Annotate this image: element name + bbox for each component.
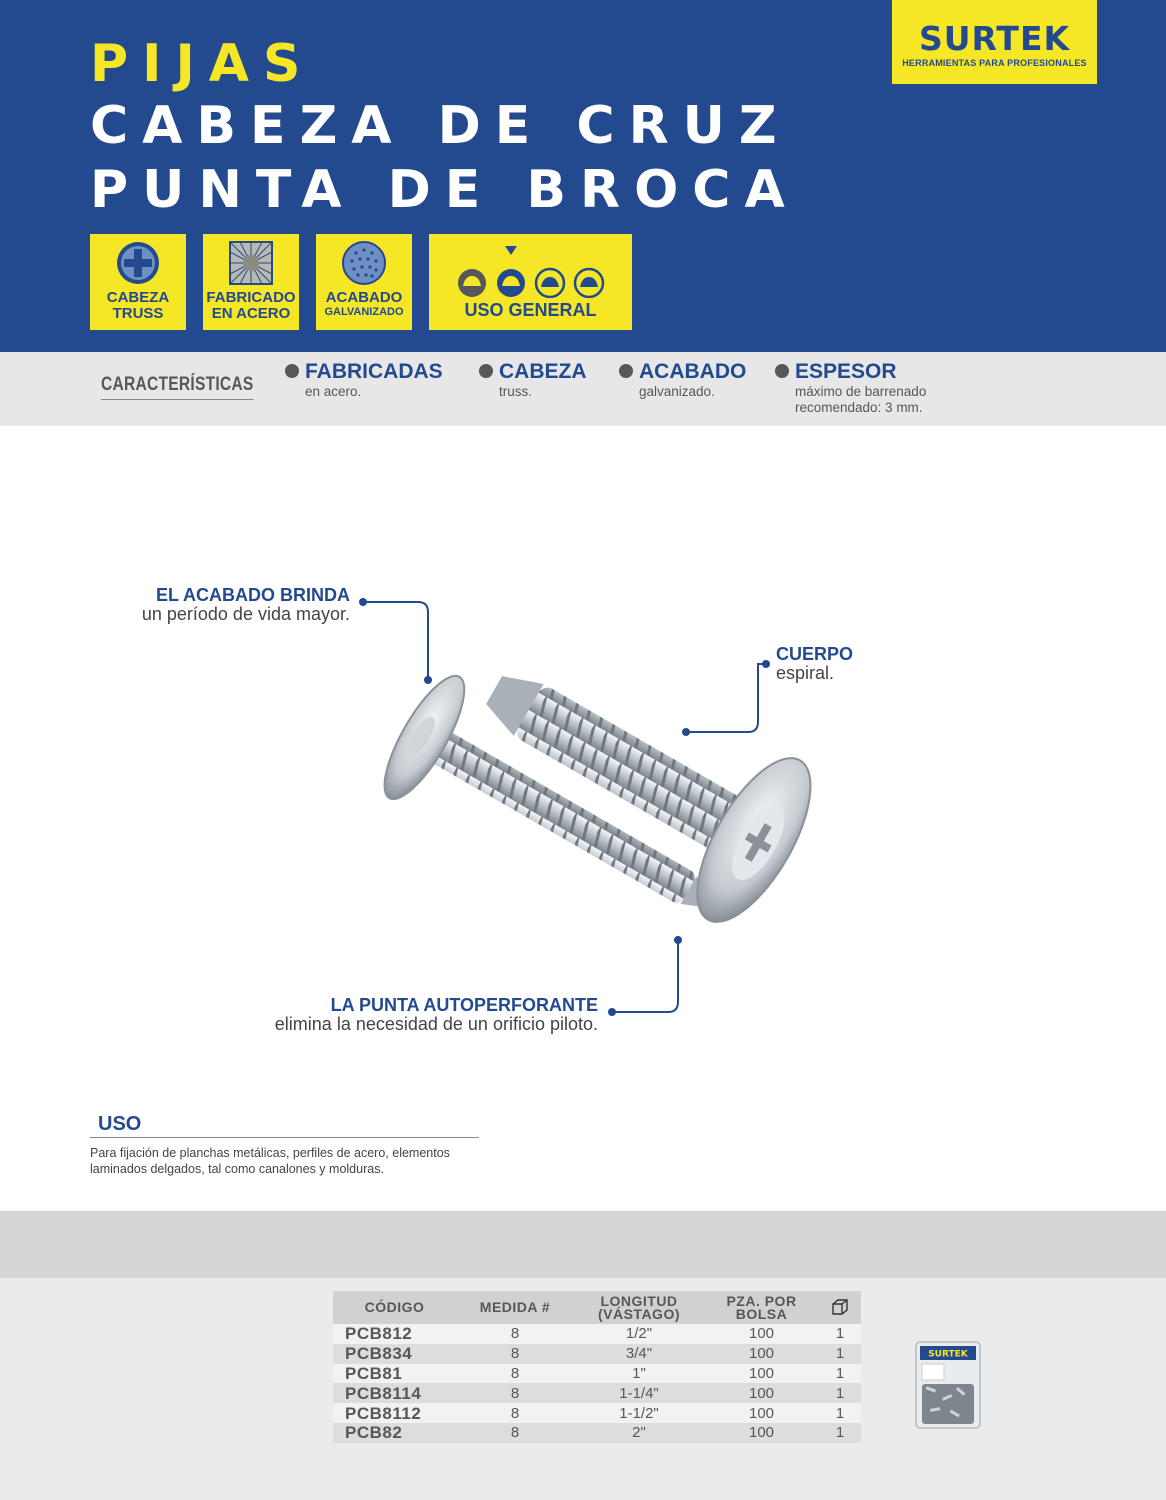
box-icon — [830, 1297, 850, 1317]
feature-desc: máximo de barrenado recomendado: 3 mm. — [795, 384, 927, 415]
bullet-dot-icon — [619, 364, 633, 378]
table-row: PCB82 8 2" 100 1 — [333, 1423, 861, 1443]
brand-name: SURTEK — [918, 19, 1071, 58]
table-row: PCB834 8 3/4" 100 1 — [333, 1344, 861, 1364]
badge-uso-general — [429, 234, 632, 330]
badge-acabado-galvanizado — [316, 234, 412, 330]
title-line-3: PUNTA DE BROCA — [90, 160, 799, 220]
badge-label-line-2: TRUSS — [112, 305, 164, 322]
table-row: PCB81 8 1" 100 1 — [333, 1364, 861, 1384]
header-banner — [0, 0, 1166, 352]
badge-label-line-2: EN ACERO — [211, 305, 291, 322]
table-header-row — [333, 1291, 861, 1324]
bottom-band — [0, 1211, 1166, 1278]
badge-cabeza-truss — [90, 234, 186, 330]
bullet-dot-icon — [775, 364, 789, 378]
badge-fabricado-acero — [203, 234, 299, 330]
usage-indicator-arrow-icon — [505, 246, 517, 255]
callout-desc: un período de vida mayor. — [141, 604, 350, 624]
callout-cuerpo — [776, 645, 853, 683]
galvanized-finish-icon — [341, 240, 387, 286]
callout-desc: elimina la necesidad de un orificio piloto. — [274, 1014, 598, 1034]
uso-title: USO — [98, 1113, 142, 1135]
badge-label-line-2: GALVANIZADO — [324, 306, 404, 318]
screws-product-image — [350, 600, 850, 1000]
spec-table — [333, 1291, 861, 1443]
callout-desc: espiral. — [776, 663, 835, 683]
feature-desc: en acero. — [305, 384, 362, 399]
usage-level-icon — [455, 264, 605, 298]
table-row: PCB8112 8 1-1/2" 100 1 — [333, 1403, 861, 1423]
bullet-dot-icon — [479, 364, 493, 378]
badge-label-line-1: ACABADO — [325, 289, 403, 306]
feature-cabeza — [499, 360, 587, 400]
header-length: LONGITUD (VÁSTAGO) — [574, 1291, 704, 1324]
title-line-2: CABEZA DE CRUZ — [90, 96, 791, 156]
feature-head: CABEZA — [499, 360, 587, 383]
feature-desc: galvanizado. — [639, 384, 715, 399]
callout-head: LA PUNTA AUTOPERFORANTE — [330, 995, 598, 1015]
feature-fabricadas — [305, 360, 443, 400]
callout-head: CUERPO — [776, 644, 854, 664]
badge-label-line-1: FABRICADO — [206, 289, 296, 306]
header-code: CÓDIGO — [333, 1291, 456, 1324]
bag-brand: SURTEK — [928, 1349, 968, 1360]
header-pieces: PZA. POR BOLSA — [704, 1291, 819, 1324]
bullet-dot-icon — [285, 364, 299, 378]
uso-divider — [90, 1137, 479, 1138]
table-row: PCB8114 8 1-1/4" 100 1 — [333, 1383, 861, 1403]
brand-logo — [892, 0, 1097, 84]
feature-acabado — [639, 360, 746, 400]
table-row: PCB812 8 1/2" 100 1 — [333, 1324, 861, 1344]
header-box — [819, 1291, 861, 1324]
title-line-1: PIJAS — [90, 34, 315, 94]
feature-desc: truss. — [499, 384, 533, 399]
badge-label: USO GENERAL — [464, 300, 597, 320]
brand-tagline: HERRAMIENTAS PARA PROFESIONALES — [902, 58, 1087, 68]
steel-texture-icon — [228, 240, 274, 286]
characteristics-bar — [0, 352, 1166, 426]
callout-punta — [0, 996, 598, 1034]
uso-text: Para fijación de planchas metálicas, perfiles de acero, elementos laminados delgados, tal como canalones y molduras. — [90, 1146, 450, 1176]
feature-head: ESPESOR — [795, 360, 897, 383]
callout-acabado — [0, 586, 350, 624]
product-bag-image — [914, 1340, 982, 1430]
feature-espesor — [795, 360, 965, 416]
badge-label-line-1: CABEZA — [106, 289, 170, 306]
callout-head: EL ACABADO BRINDA — [155, 585, 350, 605]
feature-head: ACABADO — [639, 360, 747, 383]
characteristics-title: CARACTERÍSTICAS — [101, 374, 254, 400]
feature-head: FABRICADAS — [305, 360, 443, 383]
phillips-head-icon — [115, 240, 161, 286]
header-size: MEDIDA # — [456, 1291, 574, 1324]
